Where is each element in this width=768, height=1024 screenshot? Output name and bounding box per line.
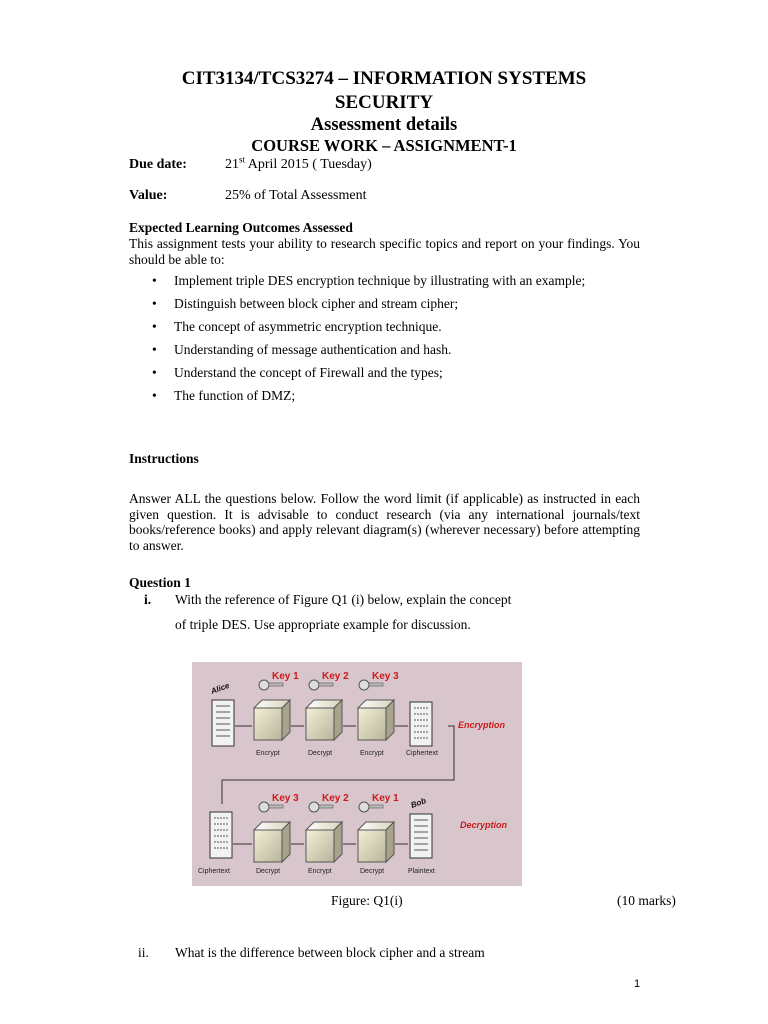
list-item <box>152 388 622 404</box>
page-number: 1 <box>634 978 641 990</box>
question-1-i-number: i. <box>144 592 152 607</box>
outcomes-heading: Expected Learning Outcomes Assessed <box>129 220 353 235</box>
question-1-heading: Question 1 <box>129 575 191 590</box>
outcomes-list <box>152 273 622 411</box>
list-item-text: The concept of asymmetric encryption technique. <box>174 319 442 334</box>
due-date-label: Due date: <box>129 157 187 172</box>
dec-step-1-label: Ciphertext <box>198 868 230 875</box>
question-1-ii-text: What is the difference between block cipher and a stream <box>175 945 485 960</box>
enc-step-2-label: Decrypt <box>308 750 333 757</box>
dec-key-2-label: Key 2 <box>322 793 349 804</box>
triple-des-diagram <box>192 662 522 886</box>
enc-key-2-label: Key 2 <box>322 671 349 682</box>
due-date-value <box>225 154 372 173</box>
enc-step-4-label: Ciphertext <box>406 750 438 757</box>
bullet-icon: • <box>152 319 157 334</box>
due-day: 21 <box>225 157 239 172</box>
list-item <box>152 273 622 289</box>
due-rest: April 2015 ( Tuesday) <box>245 157 372 172</box>
bullet-icon: • <box>152 388 157 403</box>
dec-step-5-label: Plaintext <box>408 868 435 875</box>
outcomes-intro: This assignment tests your ability to research specific topics and report on your findings. You should be able to: <box>129 236 640 267</box>
value-text: 25% of Total Assessment <box>225 188 367 203</box>
marks-label: (10 marks) <box>617 893 676 908</box>
ciphertext-document-icon <box>410 702 432 746</box>
bullet-icon: • <box>152 296 157 311</box>
sender-name: Alice <box>209 680 231 696</box>
ciphertext-document-icon <box>210 812 232 858</box>
receiver-document-icon <box>410 814 432 858</box>
list-item-text: Distinguish between block cipher and stream cipher; <box>174 296 459 311</box>
list-item <box>152 296 622 312</box>
figure-caption: Figure: Q1(i) <box>331 893 403 908</box>
list-item-text: Understanding of message authentication and hash. <box>174 342 452 357</box>
encryption-label: Encryption <box>458 720 506 730</box>
bullet-icon: • <box>152 342 157 357</box>
assessment-heading: Assessment details <box>310 115 458 135</box>
bullet-icon: • <box>152 273 157 288</box>
decryption-label: Decryption <box>460 820 508 830</box>
course-title-cont: SECURITY <box>334 92 434 113</box>
enc-step-3-label: Encrypt <box>360 750 384 757</box>
sender-document-icon <box>212 700 234 746</box>
list-item <box>152 365 622 381</box>
question-1-i-line1: With the reference of Figure Q1 (i) below, explain the concept <box>175 592 512 607</box>
dec-key-3-label: Key 3 <box>272 793 299 804</box>
receiver-name: Bob <box>409 796 428 810</box>
cube-icon <box>358 700 394 740</box>
question-1-ii-number: ii. <box>138 945 149 960</box>
assignment-heading: COURSE WORK – ASSIGNMENT-1 <box>251 136 517 155</box>
course-title: CIT3134/TCS3274 – INFORMATION SYSTEMS <box>181 68 587 89</box>
cube-icon <box>358 822 394 862</box>
cube-icon <box>254 700 290 740</box>
dec-step-3-label: Encrypt <box>308 868 332 875</box>
question-1-i-line2: of triple DES. Use appropriate example for discussion. <box>175 617 471 632</box>
instructions-text: Answer ALL the questions below. Follow the word limit (if applicable) as instructed in each given question. It is advisable to conduct research (via any international journals/text books/reference books) and apply relevant diagram(s) (wherever necessary) before attempting to answer. <box>129 491 640 553</box>
dec-step-4-label: Decrypt <box>360 868 385 875</box>
cube-icon <box>306 700 342 740</box>
list-item <box>152 319 622 335</box>
dec-step-2-label: Decrypt <box>256 868 281 875</box>
list-item-text: Understand the concept of Firewall and the types; <box>174 365 443 380</box>
list-item-text: The function of DMZ; <box>174 388 296 403</box>
enc-step-1-label: Encrypt <box>256 750 280 757</box>
instructions-heading: Instructions <box>129 451 199 466</box>
value-label: Value: <box>129 188 168 203</box>
list-item-text: Implement triple DES encryption technique by illustrating with an example; <box>174 273 586 288</box>
bullet-icon: • <box>152 365 157 380</box>
cube-icon <box>254 822 290 862</box>
triple-des-figure <box>192 662 522 886</box>
cube-icon <box>306 822 342 862</box>
enc-key-1-label: Key 1 <box>272 671 299 682</box>
list-item <box>152 342 622 358</box>
dec-key-1-label: Key 1 <box>372 793 399 804</box>
due-day-suffix: st <box>239 154 246 165</box>
enc-key-3-label: Key 3 <box>372 671 399 682</box>
